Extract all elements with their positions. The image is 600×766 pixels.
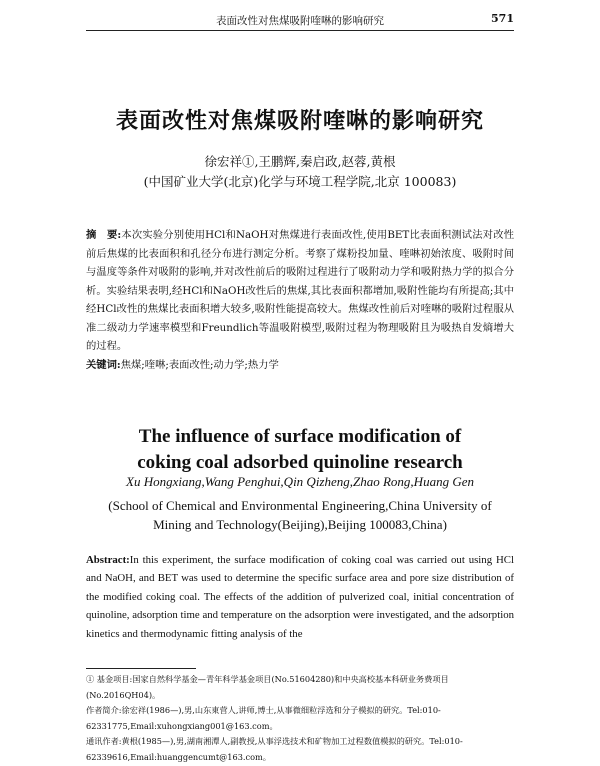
footnotes (86, 672, 514, 766)
chinese-authors: 徐宏祥①,王鹏辉,秦启政,赵蓉,黄根 (204, 154, 396, 169)
english-abstract-text: In this experiment, the surface modification of coking coal was carried out using HCl and NaOH, and BET was used to determine the specific surface area and pore size distribution of the modified coking coal. The effects of the addition of pulverized coal, initial concentration of quinoline, adsorption time and temperature on the adsorption were investigated, and the adsorption kinetics and thermodynamic fitting analysis of the (86, 554, 514, 640)
chinese-abstract-label: 摘 要: (86, 229, 122, 241)
chinese-keywords (86, 356, 514, 374)
english-authors: Xu Hongxiang,Wang Penghui,Qin Qizheng,Zhao Rong,Huang Gen (126, 474, 474, 489)
chinese-keywords-label: 关键词: (86, 359, 121, 371)
english-affiliation-line-1: (School of Chemical and Environmental Engineering,China University of (108, 498, 492, 513)
footnote-divider (86, 668, 196, 669)
footnote-fund: ① 基金项目:国家自然科学基金—青年科学基金项目(No.51604280)和中央高校基本科研业务费项目(No.2016QH04)。 (86, 674, 449, 700)
english-affiliation-line-2: Mining and Technology(Beijing),Beijing 100083,China) (153, 517, 447, 532)
running-head-title: 表面改性对焦煤吸附喹啉的影响研究 (216, 15, 384, 27)
chinese-affiliation: (中国矿业大学(北京)化学与环境工程学院,北京 100083) (143, 174, 457, 189)
english-title-line-2: coking coal adsorbed quinoline research (137, 452, 463, 473)
footnote-corresponding-author: 通讯作者:黄根(1985—),男,湖南湘潭人,副教授,从事浮选技术和矿物加工过程数值模拟的研究。Tel:010-62339616,Email:huanggencumt@163.com。 (86, 736, 463, 762)
english-title (40, 424, 560, 476)
chinese-keywords-text: 焦煤;喹啉;表面改性;动力学;热力学 (120, 359, 279, 371)
chinese-abstract (86, 226, 514, 356)
english-title-line-1: The influence of surface modification of (138, 426, 462, 447)
chinese-abstract-text: 本次实验分别使用HCl和NaOH对焦煤进行表面改性,使用BET比表面积测试法对改性前后焦煤的比表面积和孔径分布进行测定分析。考察了煤粉投加量、喹啉初始浓度、吸附时间与温度等条件对吸附的影响,并对改性前后的吸附过程进行了吸附动力学和吸附热力学的拟合分析。实验结果表明,经HCl和NaOH改性后的焦煤,其比表面积都增加,吸附性能均有所提高;其中经HCl改性的焦煤比表面积增大较多,吸附性能提高较大。焦煤改性前后对喹啉的吸附过程服从准二级动力学速率模型和Freundlich等温吸附模型,吸附过程为物理吸附且为吸热自发熵增大的过程。 (86, 229, 514, 352)
english-abstract-label: Abstract: (86, 554, 130, 566)
page-number: 571 (491, 12, 514, 25)
english-affiliation (86, 496, 514, 534)
footnote-author: 作者简介:徐宏祥(1986—),男,山东東营人,讲师,博士,从事微细粒浮选和分子模拟的研究。Tel:010-62331775,Email:xuhongxiang001@163.com。 (86, 705, 441, 731)
english-abstract (86, 551, 514, 643)
running-head (86, 10, 514, 31)
chinese-title: 表面改性对焦煤吸附喹啉的影响研究 (115, 108, 484, 134)
